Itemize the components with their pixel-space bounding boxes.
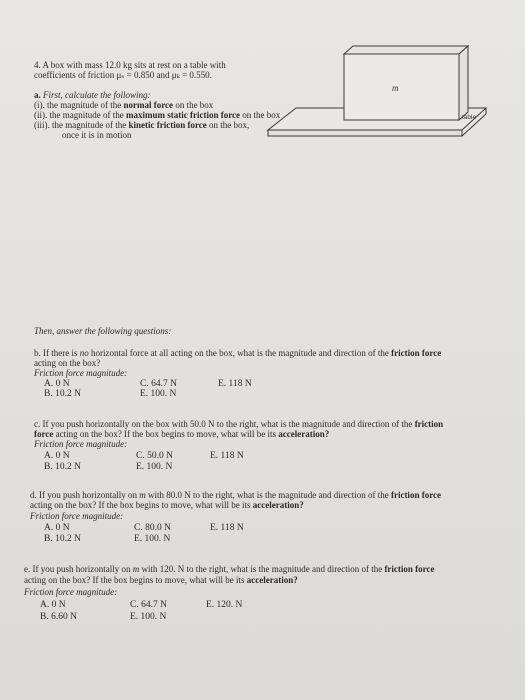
c-mid: acting on the box? If the box begins to move, what will be its <box>53 429 279 439</box>
e-bold: friction force <box>384 564 435 574</box>
part-a-text: First, calculate the following: <box>40 90 151 100</box>
d-mid: with 80.0 N to the right, what is the magnitude and direction of the <box>145 490 391 500</box>
part-a-label: a. <box>34 90 41 100</box>
item-iii-bold: kinetic friction force <box>128 120 207 130</box>
item-ii-bold: maximum static friction force <box>125 110 241 120</box>
then-heading: Then, answer the following questions: <box>34 326 172 336</box>
item-iii-pre: (iii). the magnitude of the <box>34 120 129 130</box>
d-option-b[interactable]: B. 10.2 N <box>44 534 81 544</box>
c-option-d[interactable]: E. 100. N <box>136 462 173 472</box>
part-b-sublabel: Friction force magnitude: <box>34 368 128 378</box>
box-side <box>459 46 468 120</box>
d-option-c[interactable]: C. 80.0 N <box>134 523 171 533</box>
b-option-c[interactable]: C. 64.7 N <box>140 379 177 389</box>
q4-intro-line1: 4. A box with mass 12.0 kg sits at rest on a table with <box>34 60 226 70</box>
e-option-e[interactable]: E. 120. N <box>206 600 243 610</box>
part-b-line2: acting on the box? <box>34 358 101 368</box>
c-pre: c. If you push horizontally on the box with 50.0 N to the right, what is the magnitude and direction of the <box>34 419 415 429</box>
part-b-line1 <box>34 348 441 358</box>
c-option-a[interactable]: A. 0 N <box>44 451 70 461</box>
d-option-a[interactable]: A. 0 N <box>44 523 70 533</box>
e-pre2: acting on the box? If the box begins to move, what will be its <box>24 575 247 585</box>
e-pre: e. If you push horizontally on <box>24 564 133 574</box>
item-i-post: on the box <box>173 100 214 110</box>
part-e-sublabel: Friction force magnitude: <box>24 587 118 597</box>
box-top <box>344 46 468 54</box>
b-option-d[interactable]: E. 100. N <box>140 389 177 399</box>
c-option-b[interactable]: B. 10.2 N <box>44 462 81 472</box>
item-ii-pre: (ii). the magnitude of the <box>34 110 126 120</box>
d-em: m <box>139 490 146 500</box>
part-d-line1 <box>30 490 441 500</box>
d-pre2: acting on the box? If the box begins to move, what will be its <box>30 500 253 510</box>
b-bold: friction force <box>391 348 442 358</box>
part-e-line2 <box>24 575 298 585</box>
b-pre: b. If there is <box>34 348 80 358</box>
item-ii-post: on the box <box>240 110 281 120</box>
q4-intro-line2: coefficients of friction μₛ = 0.850 and μₖ = 0.550. <box>34 70 212 80</box>
item-iii-continued: once it is in motion <box>62 130 132 140</box>
e-bold2: acceleration? <box>246 575 298 585</box>
e-option-b[interactable]: B. 6.60 N <box>40 612 77 622</box>
table-edge <box>268 130 462 136</box>
d-bold: friction force <box>390 490 442 500</box>
c-bold: friction <box>414 419 444 429</box>
c-option-e[interactable]: E. 118 N <box>210 451 244 461</box>
item-i-pre: (i). the magnitude of the <box>34 100 124 110</box>
b-option-a[interactable]: A. 0 N <box>44 379 70 389</box>
part-c-sublabel: Friction force magnitude: <box>34 439 128 449</box>
e-mid: with 120. N to the right, what is the magnitude and direction of the <box>139 564 385 574</box>
c-bold3: acceleration? <box>278 429 330 439</box>
d-option-e[interactable]: E. 118 N <box>210 523 244 533</box>
item-i-bold: normal force <box>123 100 174 110</box>
box-front <box>344 54 459 120</box>
b-option-b[interactable]: B. 10.2 N <box>44 389 81 399</box>
b-em: no <box>79 348 89 358</box>
c-bold2: force <box>34 429 54 439</box>
b-mid: horizontal force at all acting on the box, what is the magnitude and direction of the <box>88 348 392 358</box>
d-bold2: acceleration? <box>252 500 304 510</box>
part-c-line2 <box>34 429 329 439</box>
b-option-e[interactable]: E. 118 N <box>218 379 252 389</box>
part-c-line1 <box>34 419 443 429</box>
c-option-c[interactable]: C. 50.0 N <box>136 451 173 461</box>
part-d-sublabel: Friction force magnitude: <box>30 511 124 521</box>
e-option-a[interactable]: A. 0 N <box>40 600 66 610</box>
e-option-c[interactable]: C. 64.7 N <box>130 600 167 610</box>
d-pre: d. If you push horizontally on <box>30 490 140 500</box>
box-label: m <box>392 83 399 93</box>
item-iii-post: on the box, <box>206 120 250 130</box>
part-d-line2 <box>30 500 304 510</box>
d-option-d[interactable]: E. 100. N <box>134 534 171 544</box>
e-option-d[interactable]: E. 100. N <box>130 612 167 622</box>
part-e-line1 <box>24 564 435 574</box>
table-label: table <box>462 114 477 121</box>
e-em: m <box>132 564 140 574</box>
